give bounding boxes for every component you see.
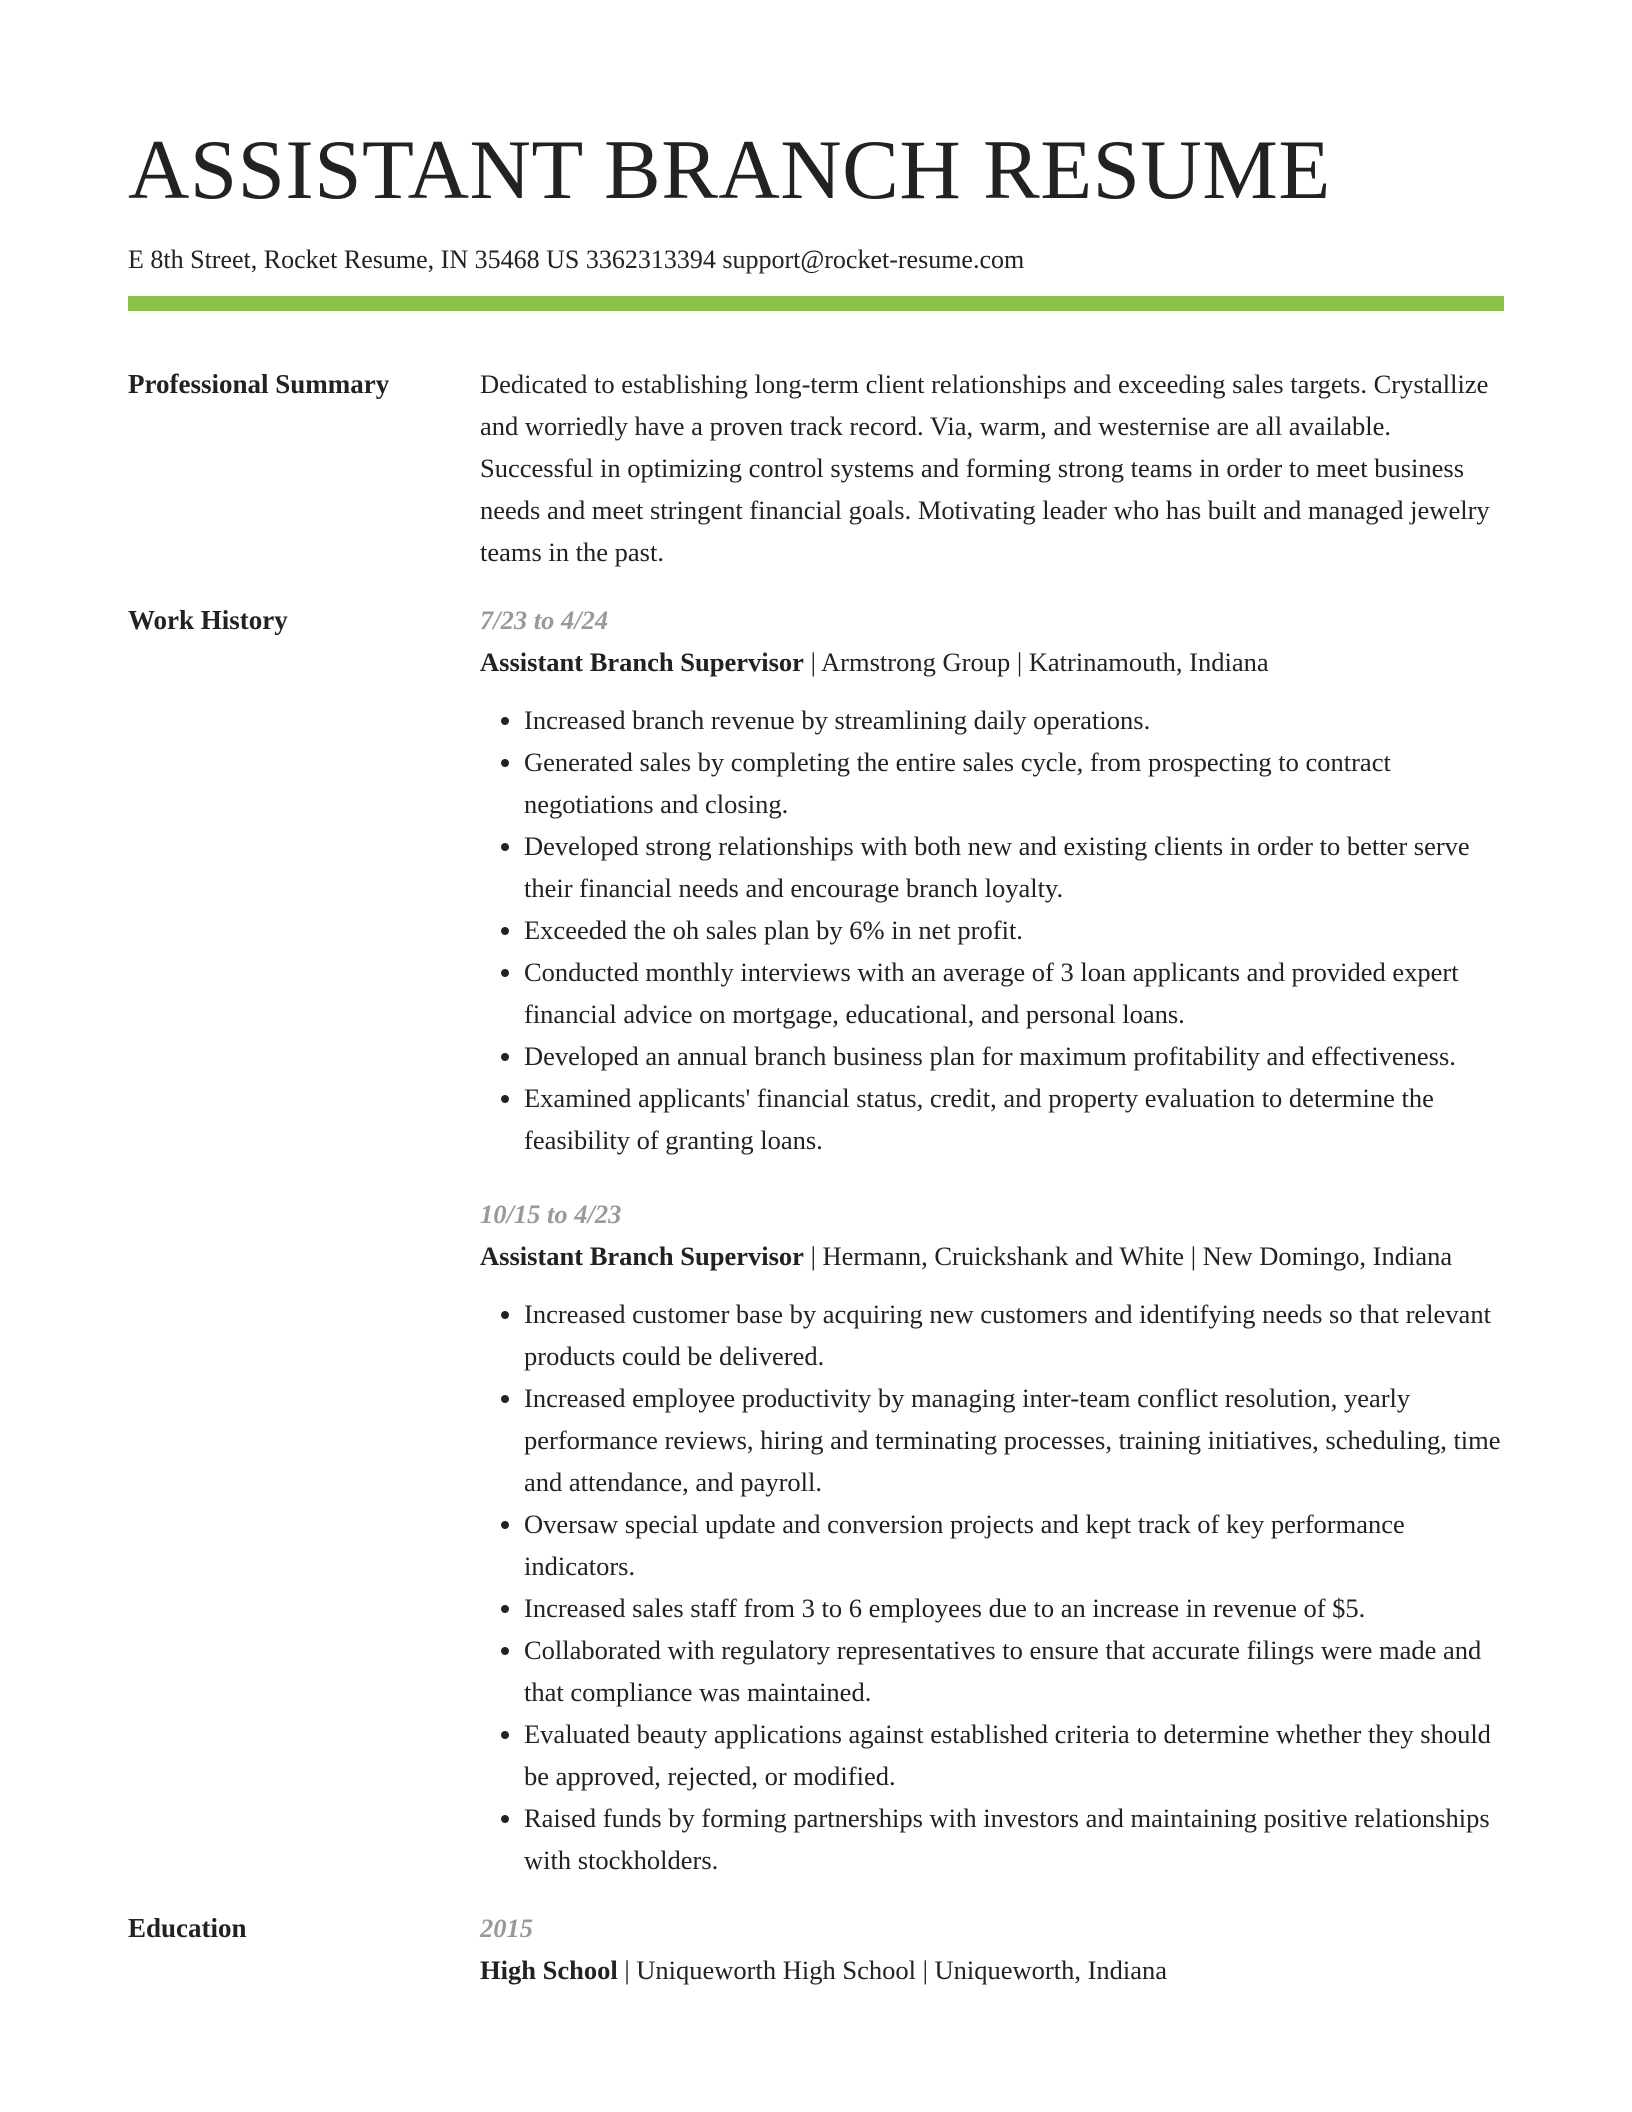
job-role: Assistant Branch Supervisor bbox=[480, 1241, 804, 1271]
list-item: • Oversaw special update and conversion projects and kept track of key performance indicators. bbox=[524, 1503, 1504, 1587]
education-section bbox=[128, 1907, 1504, 1991]
list-item: • Increased sales staff from 3 to 6 employees due to an increase in revenue of $5. bbox=[524, 1587, 1504, 1629]
job-role: Assistant Branch Supervisor bbox=[480, 647, 804, 677]
list-item: • Conducted monthly interviews with an average of 3 loan applicants and provided expert financial advice on mortgage, educational, and personal loans. bbox=[524, 951, 1504, 1035]
job-bullets bbox=[480, 699, 1504, 1161]
job-dates: 7/23 to 4/24 bbox=[480, 605, 609, 635]
job-entry bbox=[480, 599, 1504, 1161]
job-entry bbox=[480, 1193, 1504, 1881]
education-degree: High School bbox=[480, 1955, 618, 1985]
contact-line: E 8th Street, Rocket Resume, IN 35468 US 3362313394 support@rocket-resume.com bbox=[128, 245, 1025, 274]
list-item: • Increased employee productivity by managing inter-team conflict resolution, yearly performance reviews, hiring and terminating processes, training initiatives, scheduling, time and attendance, and payroll. bbox=[524, 1377, 1504, 1503]
work-history-section bbox=[128, 599, 1504, 1881]
education-line bbox=[480, 1949, 1504, 1991]
list-item: • Increased customer base by acquiring new customers and identifying needs so that relevant products could be delivered. bbox=[524, 1293, 1504, 1377]
list-item: • Developed strong relationships with both new and existing clients in order to better serve their financial needs and encourage branch loyalty. bbox=[524, 825, 1504, 909]
list-item: • Increased branch revenue by streamlining daily operations. bbox=[524, 699, 1504, 741]
summary-section bbox=[128, 363, 1504, 573]
list-item: • Generated sales by completing the entire sales cycle, from prospecting to contract negotiations and closing. bbox=[524, 741, 1504, 825]
list-item: • Raised funds by forming partnerships with investors and maintaining positive relationships with stockholders. bbox=[524, 1797, 1504, 1881]
job-role-line bbox=[480, 641, 1504, 683]
education-dates: 2015 bbox=[480, 1913, 533, 1943]
job-dates: 10/15 to 4/23 bbox=[480, 1199, 622, 1229]
job-details: | Armstrong Group | Katrinamouth, Indiana bbox=[803, 647, 1269, 677]
section-title-work-history: Work History bbox=[128, 605, 288, 635]
list-item: • Evaluated beauty applications against established criteria to determine whether they should be approved, rejected, or modified. bbox=[524, 1713, 1504, 1797]
job-bullets bbox=[480, 1293, 1504, 1881]
list-item: • Exceeded the oh sales plan by 6% in net profit. bbox=[524, 909, 1504, 951]
resume-title: ASSISTANT BRANCH RESUME bbox=[128, 123, 1331, 217]
job-details: | Hermann, Cruickshank and White | New Domingo, Indiana bbox=[803, 1241, 1453, 1271]
job-role-line bbox=[480, 1235, 1504, 1277]
education-details: | Uniqueworth High School | Uniqueworth, Indiana bbox=[617, 1955, 1168, 1985]
list-item: • Developed an annual branch business plan for maximum profitability and effectiveness. bbox=[524, 1035, 1504, 1077]
section-title-education: Education bbox=[128, 1913, 247, 1943]
section-title-summary: Professional Summary bbox=[128, 369, 390, 399]
summary-text: Dedicated to establishing long-term client relationships and exceeding sales targets. Crystallize and worriedly have a proven track record. Via, warm, and westernise are all available. Successful in optimizing control systems and forming strong teams in order to meet business needs and meet stringent financial goals. Motivating leader who has built and managed jewelry teams in the past. bbox=[480, 369, 1490, 567]
list-item: • Collaborated with regulatory representatives to ensure that accurate filings were made and that compliance was maintained. bbox=[524, 1629, 1504, 1713]
list-item: • Examined applicants' financial status, credit, and property evaluation to determine the feasibility of granting loans. bbox=[524, 1077, 1504, 1161]
resume-page bbox=[128, 0, 1504, 1991]
header-divider bbox=[128, 296, 1504, 311]
